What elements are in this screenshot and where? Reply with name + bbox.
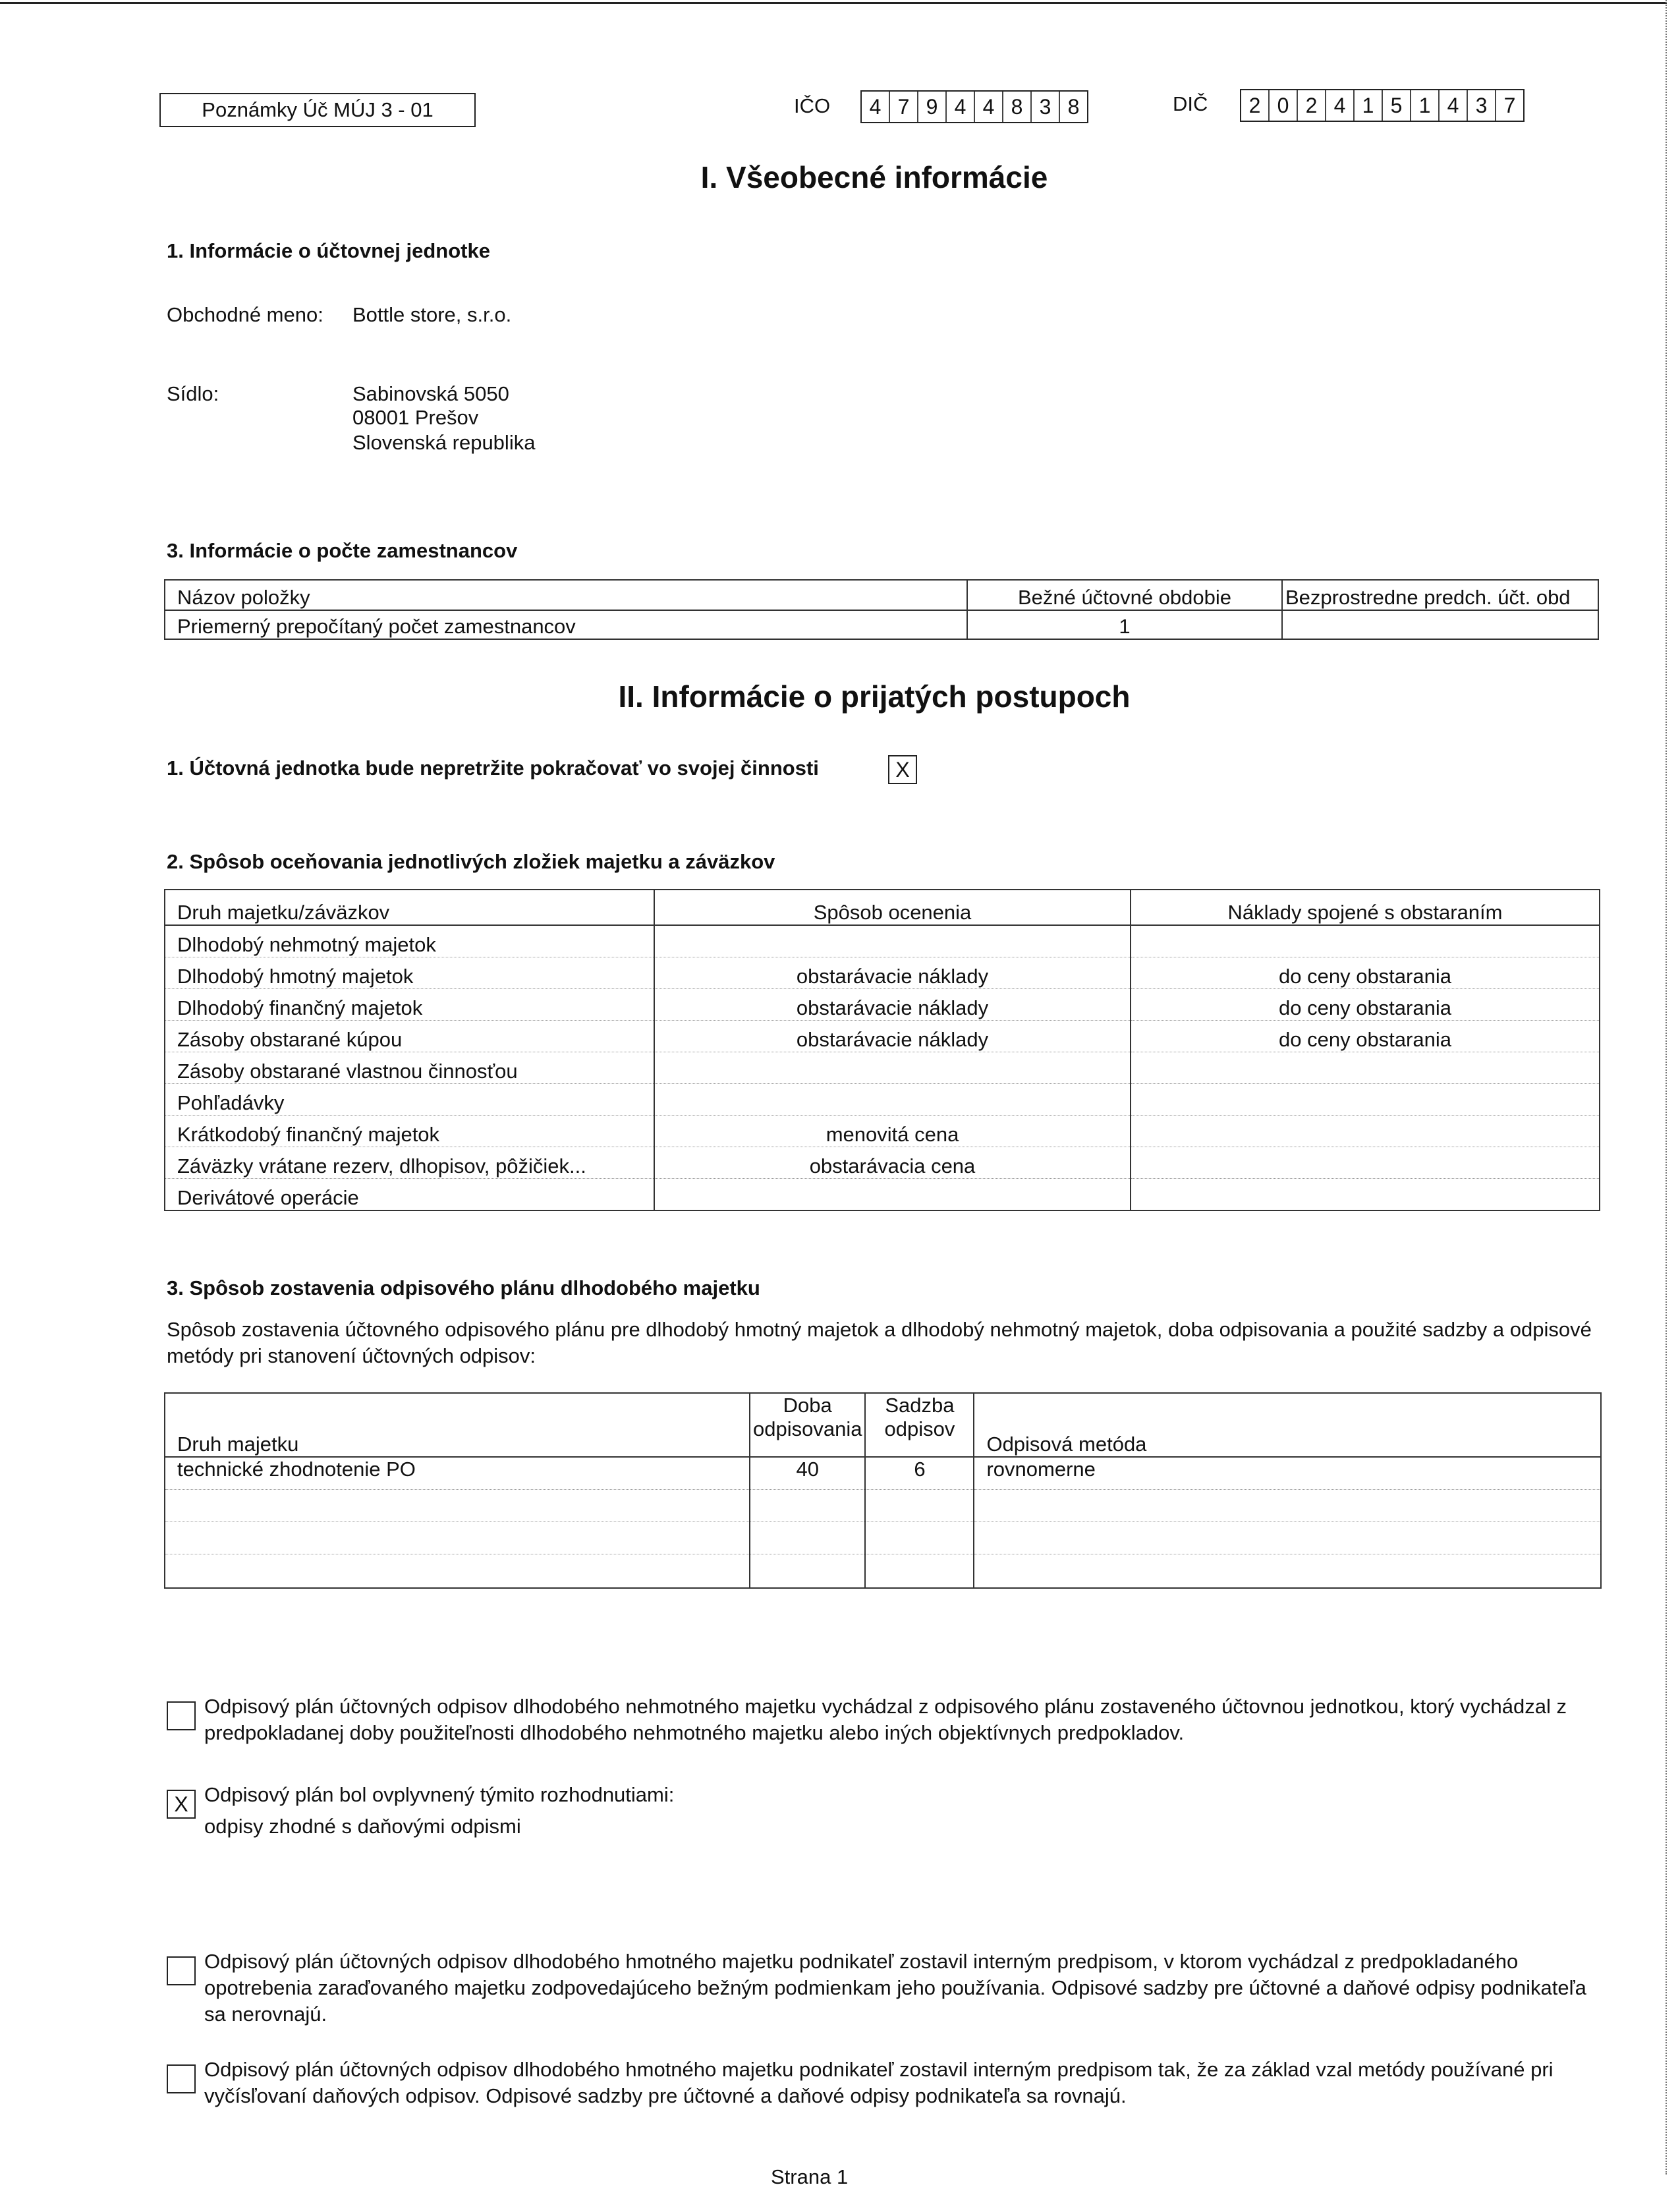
- cell: do ceny obstarania: [1131, 957, 1600, 989]
- cell: Pohľadávky: [165, 1084, 654, 1116]
- ico-label: IČO: [794, 94, 831, 117]
- dic-field: [1240, 89, 1525, 122]
- form-label-box: [159, 93, 476, 127]
- cell: Zásoby obstarané kúpou: [165, 1021, 654, 1052]
- digit-cell: 4: [862, 92, 890, 122]
- cell: 1: [967, 610, 1282, 639]
- subsection-1-title: 1. Informácie o účtovnej jednotke: [167, 239, 490, 262]
- cell: [654, 925, 1131, 957]
- option-text: Odpisový plán účtovných odpisov dlhodobého hmotného majetku podnikateľ zostavil interným predpisom tak, že za základ vzal metódy používané pri vyčísľovaní daňových odpisov. Odpisové sadzby pre účtovné a daňové odpisy podnikateľa sa rovnajú.: [204, 2058, 1554, 2107]
- option-checkbox[interactable]: X: [167, 1790, 196, 1819]
- header-cell: Náklady spojené s obstaraním: [1131, 890, 1600, 925]
- cell: [865, 1522, 974, 1554]
- table-header-row: [165, 1393, 1601, 1457]
- option-text: Odpisový plán bol ovplyvnený týmito rozhodnutiami:: [204, 1783, 675, 1806]
- cell: obstarávacie náklady: [654, 957, 1131, 989]
- digit-cell: 7: [1503, 94, 1516, 117]
- cell: [974, 1522, 1601, 1554]
- cell: Záväzky vrátane rezerv, dlhopisov, pôžičiek...: [165, 1147, 654, 1179]
- cell: [1131, 1116, 1600, 1147]
- table-header-row: [165, 890, 1600, 925]
- cell: do ceny obstarania: [1131, 1021, 1600, 1052]
- ico-field: [860, 90, 1088, 123]
- table-header-row: [165, 580, 1598, 610]
- valuation-title: 2. Spôsob oceňovania jednotlivých zložiek majetku a záväzkov: [167, 850, 775, 873]
- cell: [165, 1554, 750, 1589]
- cell: [1131, 925, 1600, 957]
- cell: menovitá cena: [654, 1116, 1131, 1147]
- cell: [974, 1554, 1601, 1589]
- option-checkbox[interactable]: [167, 1956, 196, 1985]
- form-label: Poznámky Úč MÚJ 3 - 01: [202, 98, 434, 121]
- cell: 6: [865, 1457, 974, 1490]
- digit-cell: 3: [1032, 92, 1060, 122]
- table-row: [165, 1116, 1600, 1147]
- employee-table: [164, 579, 1599, 640]
- digit-cell: 7: [890, 92, 918, 122]
- table-row: [165, 1490, 1601, 1522]
- cell: [750, 1490, 865, 1522]
- table-row: [165, 1084, 1600, 1116]
- table-row: [165, 1554, 1601, 1589]
- cell: technické zhodnotenie PO: [165, 1457, 750, 1490]
- digit-cell: 5: [1383, 90, 1411, 121]
- table-row: [165, 1147, 1600, 1179]
- subsection-3-title: 3. Informácie o počte zamestnancov: [167, 539, 518, 562]
- digit-cell: 8: [1003, 92, 1032, 122]
- cell: [654, 1052, 1131, 1084]
- page-number: Strana 1: [771, 2165, 849, 2188]
- digit-cell: 4: [1440, 90, 1468, 121]
- table-row: [165, 957, 1600, 989]
- option-detail: odpisy zhodné s daňovými odpismi: [204, 1815, 521, 1838]
- header-cell: Sadzba odpisov: [865, 1393, 974, 1457]
- cell: [1131, 1147, 1600, 1179]
- table-row: [165, 1522, 1601, 1554]
- digit-cell: 2: [1298, 90, 1326, 121]
- cell: [1131, 1052, 1600, 1084]
- cell: [750, 1554, 865, 1589]
- cell: Dlhodobý finančný majetok: [165, 989, 654, 1021]
- cell: [865, 1554, 974, 1589]
- option-checkbox[interactable]: [167, 1701, 196, 1730]
- cell: [1131, 1179, 1600, 1211]
- cell: [165, 1522, 750, 1554]
- right-border: [1666, 0, 1667, 2175]
- header-cell: Názov položky: [165, 580, 967, 610]
- table-row: [165, 1021, 1600, 1052]
- name-label: Obchodné meno:: [167, 303, 323, 326]
- seat-line: Sabinovská 5050: [352, 382, 509, 405]
- dic-label: DIČ: [1173, 92, 1208, 115]
- digit-cell: 4: [947, 92, 975, 122]
- seat-line: 08001 Prešov: [352, 406, 479, 429]
- depreciation-table: [164, 1392, 1602, 1589]
- table-row: [165, 925, 1600, 957]
- header-cell: Druh majetku/záväzkov: [165, 890, 654, 925]
- section2-title: II. Informácie o prijatých postupoch: [618, 679, 1131, 714]
- cell: obstarávacie náklady: [654, 989, 1131, 1021]
- cell: Derivátové operácie: [165, 1179, 654, 1211]
- digit-cell: 9: [918, 92, 947, 122]
- cell: obstarávacie náklady: [654, 1021, 1131, 1052]
- table-row: [165, 1179, 1600, 1211]
- option-text: Odpisový plán účtovných odpisov dlhodobého hmotného majetku podnikateľ zostavil interným predpisom, v ktorom vychádzal z predpokladaného opotrebenia zaraďovaného majetku zodpovedajúceho bežným podmienkam jeho používania. Odpisové sadzby pre účtovné a daňové odpisy podnikateľa sa nerovnajú.: [204, 1950, 1586, 2026]
- cell: obstarávacia cena: [654, 1147, 1131, 1179]
- cell: [865, 1490, 974, 1522]
- cell: Krátkodobý finančný majetok: [165, 1116, 654, 1147]
- table-row: [165, 610, 1598, 639]
- header-cell: Odpisová metóda: [974, 1393, 1601, 1457]
- cell: [974, 1490, 1601, 1522]
- cell: do ceny obstarania: [1131, 989, 1600, 1021]
- cell: Dlhodobý hmotný majetok: [165, 957, 654, 989]
- name-value: Bottle store, s.r.o.: [352, 303, 512, 326]
- cell: [750, 1522, 865, 1554]
- top-border: [0, 2, 1667, 4]
- seat-label: Sídlo:: [167, 382, 219, 405]
- header-cell: Doba odpisovania: [750, 1393, 865, 1457]
- digit-cell: 4: [975, 92, 1003, 122]
- header-cell: Bezprostredne predch. účt. obd: [1282, 580, 1598, 610]
- seat-line: Slovenská republika: [352, 431, 536, 454]
- table-row: [165, 1457, 1601, 1490]
- cell: [1131, 1084, 1600, 1116]
- cell: Priemerný prepočítaný počet zamestnancov: [165, 610, 967, 639]
- depreciation-title: 3. Spôsob zostavenia odpisového plánu dlhodobého majetku: [167, 1276, 760, 1299]
- cell: [654, 1179, 1131, 1211]
- header-cell: Druh majetku: [165, 1393, 750, 1457]
- digit-cell: 8: [1067, 95, 1080, 119]
- digit-cell: 0: [1270, 90, 1298, 121]
- digit-cell: 3: [1468, 90, 1496, 121]
- digit-cell: 1: [1355, 90, 1383, 121]
- cell: Dlhodobý nehmotný majetok: [165, 925, 654, 957]
- cell: [165, 1490, 750, 1522]
- going-concern-checkbox[interactable]: X: [888, 755, 917, 784]
- cell: [654, 1084, 1131, 1116]
- depreciation-description: Spôsob zostavenia účtovného odpisového plánu pre dlhodobý hmotný majetok a dlhodobý nehmotný majetok, doba odpisovania a použité sadzby a odpisové metódy pri stanovení účtovných odpisov:: [167, 1318, 1592, 1367]
- valuation-table: [164, 889, 1600, 1211]
- table-row: [165, 989, 1600, 1021]
- cell: [1282, 610, 1598, 639]
- cell: Zásoby obstarané vlastnou činnosťou: [165, 1052, 654, 1084]
- cell: 40: [750, 1457, 865, 1490]
- table-row: [165, 1052, 1600, 1084]
- going-concern-label: 1. Účtovná jednotka bude nepretržite pokračovať vo svojej činnosti: [167, 756, 819, 780]
- header-cell: Spôsob ocenenia: [654, 890, 1131, 925]
- digit-cell: 2: [1241, 90, 1270, 121]
- digit-cell: 1: [1411, 90, 1440, 121]
- option-checkbox[interactable]: [167, 2064, 196, 2093]
- header-cell: Bežné účtovné obdobie: [967, 580, 1282, 610]
- section1-title: I. Všeobecné informácie: [700, 160, 1048, 194]
- option-text: Odpisový plán účtovných odpisov dlhodobého nehmotného majetku vychádzal z odpisového plánu zostaveného účtovnou jednotkou, ktorý vychádzal z predpokladanej doby použiteľnosti dlhodobého nehmotného majetku alebo iných objektívnych predpokladov.: [204, 1695, 1567, 1744]
- cell: rovnomerne: [974, 1457, 1601, 1490]
- digit-cell: 4: [1326, 90, 1355, 121]
